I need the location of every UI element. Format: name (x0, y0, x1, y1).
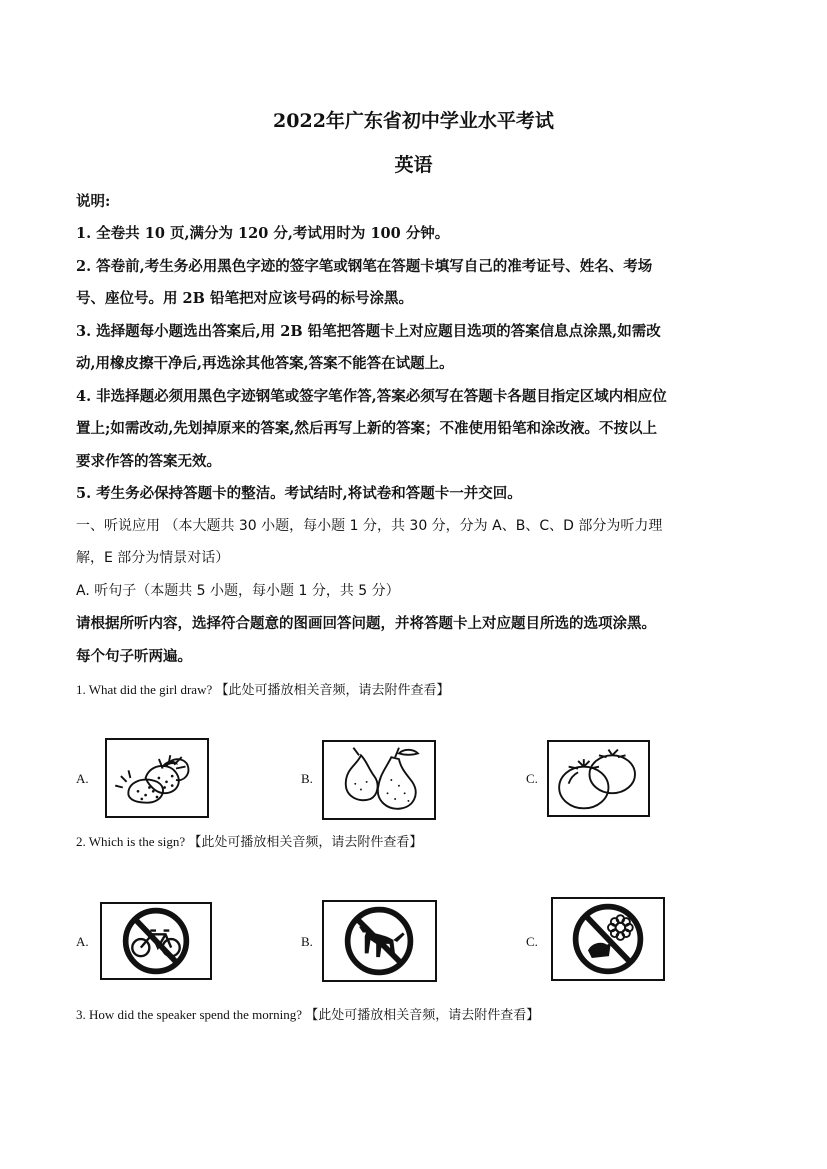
instructions-heading: 说明: (76, 193, 111, 210)
instruction-line: 3. 选择题每小题选出答案后,用 2B 铅笔把答题卡上对应题目选项的答案信息点涂黑,如需改 (76, 323, 661, 340)
instruction-line: 动,用橡皮擦干净后,再选涂其他答案,答案不能答在试题上。 (76, 355, 454, 372)
no-dogs-sign-icon (322, 900, 437, 982)
no-bicycle-sign-icon (100, 902, 212, 980)
option-label: B. (301, 934, 313, 949)
instruction-line: 置上;如需改动,先划掉原来的答案,然后再写上新的答案；不准使用铅笔和涂改液。不按以上 (76, 420, 657, 437)
part-a-heading: A. 听句子（本题共 5 小题，每小题 1 分，共 5 分） (76, 583, 400, 599)
question-3: 3. How did the speaker spend the morning? 【此处可播放相关音频，请去附件查看】 (76, 1007, 540, 1022)
directions-line: 每个句子听两遍。 (76, 648, 192, 665)
instruction-line: 1. 全卷共 10 页,满分为 120 分,考试用时为 100 分钟。 (76, 225, 450, 242)
option-label: A. (76, 934, 89, 949)
instruction-line: 号、座位号。用 2B 铅笔把对应该号码的标号涂黑。 (76, 290, 413, 307)
instruction-line: 5. 考生务必保持答题卡的整洁。考试结时,将试卷和答题卡一并交回。 (76, 485, 522, 502)
instruction-line: 要求作答的答案无效。 (76, 453, 221, 470)
option-label: A. (76, 771, 89, 786)
exam-title: 2022年广东省初中学业水平考试 (273, 110, 554, 132)
instruction-line: 4. 非选择题必须用黑色字迹钢笔或签字笔作答,答案必须写在答题卡各题目指定区域内相应位 (76, 388, 667, 405)
section-heading: 一、听说应用 （本大题共 30 小题，每小题 1 分，共 30 分，分为 A、B、C、D 部分为听力理 (76, 518, 663, 534)
question-2: 2. Which is the sign? 【此处可播放相关音频，请去附件查看】 (76, 834, 423, 849)
pears-icon (322, 740, 436, 820)
section-heading-cont: 解，E 部分为情景对话） (76, 550, 230, 566)
no-picking-flowers-sign-icon (551, 897, 665, 981)
question-1: 1. What did the girl draw? 【此处可播放相关音频，请去附件查看】 (76, 682, 450, 697)
directions-line: 请根据所听内容，选择符合题意的图画回答问题，并将答题卡上对应题目所选的选项涂黑。 (76, 615, 656, 632)
instruction-line: 2. 答卷前,考生务必用黑色字迹的签字笔或钢笔在答题卡填写自己的准考证号、姓名、考场 (76, 258, 653, 275)
exam-subject: 英语 (394, 154, 433, 176)
option-label: C. (526, 934, 538, 949)
option-label: B. (301, 771, 313, 786)
tomatoes-icon (547, 740, 650, 817)
strawberries-icon (105, 738, 209, 818)
option-label: C. (526, 771, 538, 786)
